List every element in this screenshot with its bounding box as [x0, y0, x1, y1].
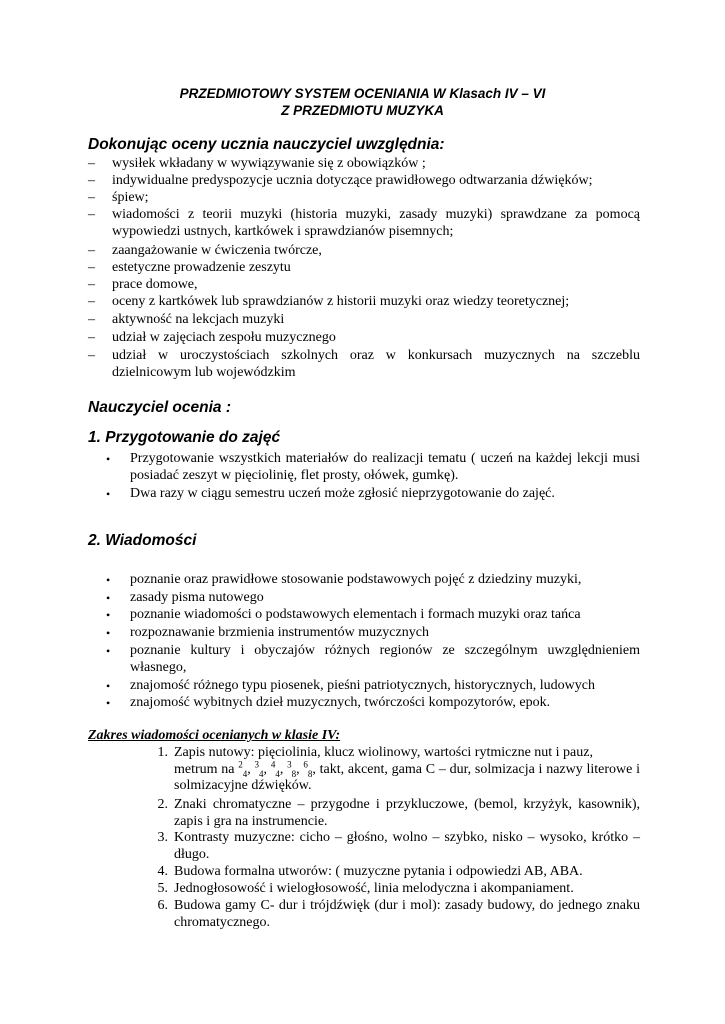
criteria-item: – indywidualne predyspozycje ucznia dotyczące prawidłowego odtwarzania dźwięków; [88, 173, 593, 188]
criteria-item: – wiadomości z teorii muzyki (historia muzyki, zasady muzyki) sprawdzane za pomocą wypowiedzi ustnych, kartkówek i sprawdzianów pisemnych; [88, 207, 640, 239]
criteria-item: – aktywność na lekcjach muzyki [88, 312, 285, 327]
criteria-item: – śpiew; [88, 190, 149, 205]
criteria-item: – prace domowe, [88, 277, 198, 292]
criteria-item: – zaangażowanie w ćwiczenia twórcze, [88, 243, 322, 258]
criteria-item: – oceny z kartkówek lub sprawdzianów z historii muzyki oraz wiedzy teoretycznej; [88, 294, 570, 309]
knowledge-item: • znajomość wybitnych dzieł muzycznych, twórczości kompozytorów, epok. [106, 695, 551, 710]
document-title-line2: Z PRZEDMIOTU MUZYKA [281, 103, 444, 118]
knowledge-item: • poznanie oraz prawidłowe stosowanie podstawowych pojęć z dziedziny muzyki, [106, 572, 582, 587]
scope-item: 5. Jednogłosowość i wielogłosowość, linia melodyczna i akompaniament. [157, 881, 574, 896]
scope-heading: Zakres wiadomości ocenianych w klasie IV: [88, 728, 341, 743]
criteria-item: – udział w zajęciach zespołu muzycznego [88, 330, 336, 345]
criteria-item: – wysiłek wkładany w wywiązywanie się z obowiązków ; [88, 156, 426, 171]
knowledge-item: • rozpoznawanie brzmienia instrumentów muzycznych [106, 625, 429, 640]
preparation-item: • Przygotowanie wszystkich materiałów do realizacji tematu ( uczeń na każdej lekcji musi posiadać zeszyt w pięciolinię, flet prosty, ołówek, gumkę). [106, 451, 640, 483]
section-heading-criteria: Dokonując oceny ucznia nauczyciel uwzględnia: [88, 136, 445, 153]
knowledge-item: • zasady pisma nutowego [106, 590, 264, 605]
preparation-item: • Dwa razy w ciągu semestru uczeń może zgłosić nieprzygotowanie do zajęć. [106, 486, 555, 501]
subsection-heading-knowledge: 2. Wiadomości [88, 532, 197, 549]
scope-item: 6. Budowa gamy C- dur i trójdźwięk (dur i mol): zasady budowy, do jednego znaku chromatycznego. [157, 898, 640, 930]
subsection-heading-preparation: 1. Przygotowanie do zajęć [88, 429, 281, 446]
knowledge-item: • znajomość różnego typu piosenek, pieśni patriotycznych, historycznych, ludowych [106, 678, 595, 693]
knowledge-item: • poznanie wiadomości o podstawowych elementach i formach muzyki oraz tańca [106, 607, 581, 622]
scope-item: 4. Budowa formalna utworów: ( muzyczne pytania i odpowiedzi AB, ABA. [157, 864, 583, 879]
knowledge-item: • poznanie kultury i obyczajów różnych regionów ze szczególnym uwzględnieniem własnego, [106, 643, 640, 675]
section-heading-teacher-grades: Nauczyciel ocenia : [88, 399, 232, 416]
criteria-item: – estetyczne prowadzenie zeszytu [88, 260, 291, 275]
scope-item: 3. Kontrasty muzyczne: cicho – głośno, wolno – szybko, nisko – wysoko, krótko – długo. [157, 830, 640, 862]
document-title-line1: PRZEDMIOTOWY SYSTEM OCENIANIA W Klasach IV – VI [179, 86, 546, 101]
criteria-item: – udział w uroczystościach szkolnych oraz w konkursach muzycznych na szczeblu dzielnicowym lub wojewódzkim [88, 348, 640, 380]
scope-item: 1. Zapis nutowy: pięciolinia, klucz wiolinowy, wartości rytmiczne nut i pauz, metrum na $^2_4$, $^3_4$, $^4_4$, $^3_8$, $^6_8$, takt, akcent, gama C – dur, solmizacja i nazwy literowe i solmizacyjne dźwięków. [157, 745, 641, 793]
scope-item: 2. Znaki chromatyczne – przygodne i przykluczowe, (bemol, krzyżyk, kasownik), zapis i gra na instrumencie. [157, 797, 640, 829]
